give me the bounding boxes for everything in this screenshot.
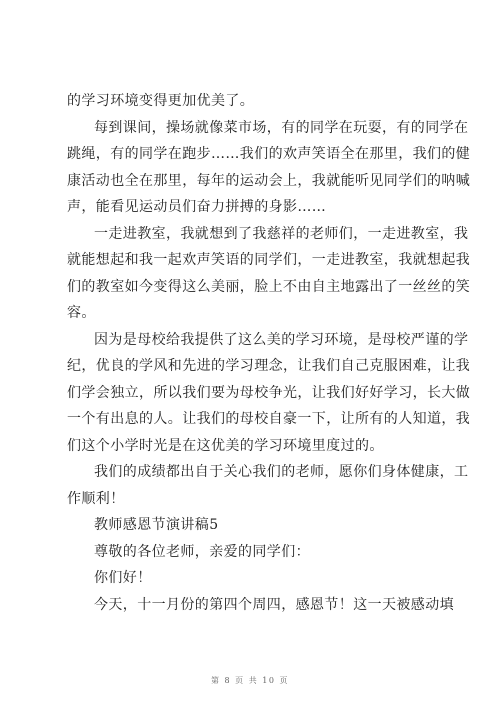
text-line: 一个有出息的人。让我们的母校自豪一下，让所有的人知道，我: [67, 411, 471, 427]
text-line: 跳绳，有的同学在跑步……我们的欢声笑语全在那里，我们的健: [67, 146, 471, 162]
text-line: 因为是母校给我提供了这么美的学习环境，是母校严谨的学: [94, 331, 469, 348]
text-line: 容。: [67, 305, 96, 321]
text-line: 们学会独立，所以我们要为母校争光，让我们好好学习，长大做: [67, 384, 471, 401]
text-line: 作顺利！: [67, 490, 125, 507]
text-line: 们这个小学时光是在这优美的学习环境里度过的。: [67, 437, 384, 454]
text-line: 今天，十一月份的第四个周四，感恩节！这一天被感动填: [94, 596, 454, 613]
text-line: 尊敬的各位老师，亲爱的同学们：: [94, 543, 310, 560]
text-line: 我们的成绩都出自于关心我们的老师，愿你们身体健康，工: [94, 464, 469, 480]
text-line: 声，能看见运动员们奋力拼搏的身影……: [67, 199, 327, 215]
text-line: 每到课间，操场就像菜市场，有的同学在玩耍，有的同学在: [94, 119, 469, 136]
text-line: 们的教室如今变得这么美丽，脸上不由自主地露出了一丝丝的笑: [67, 278, 471, 295]
text-line: 教师感恩节演讲稿5: [94, 517, 219, 533]
text-line: 康活动也全在那里，每年的运动会上，我就能听见同学们的呐喊: [67, 172, 471, 189]
document-body: [67, 88, 471, 618]
text-line: 你们好！: [94, 570, 152, 586]
text-line: 就能想起和我一起欢声笑语的同学们，一走进教室，我就想起我: [67, 252, 471, 268]
text-line: 的学习环境变得更加优美了。: [67, 93, 255, 109]
text-line: 一走进教室，我就想到了我慈祥的老师们，一走进教室，我: [94, 225, 469, 242]
text-line: 纪，优良的学风和先进的学习理念，让我们自己克服困难，让我: [67, 358, 471, 374]
page-footer: 第 8 页 共 10 页: [211, 676, 289, 685]
